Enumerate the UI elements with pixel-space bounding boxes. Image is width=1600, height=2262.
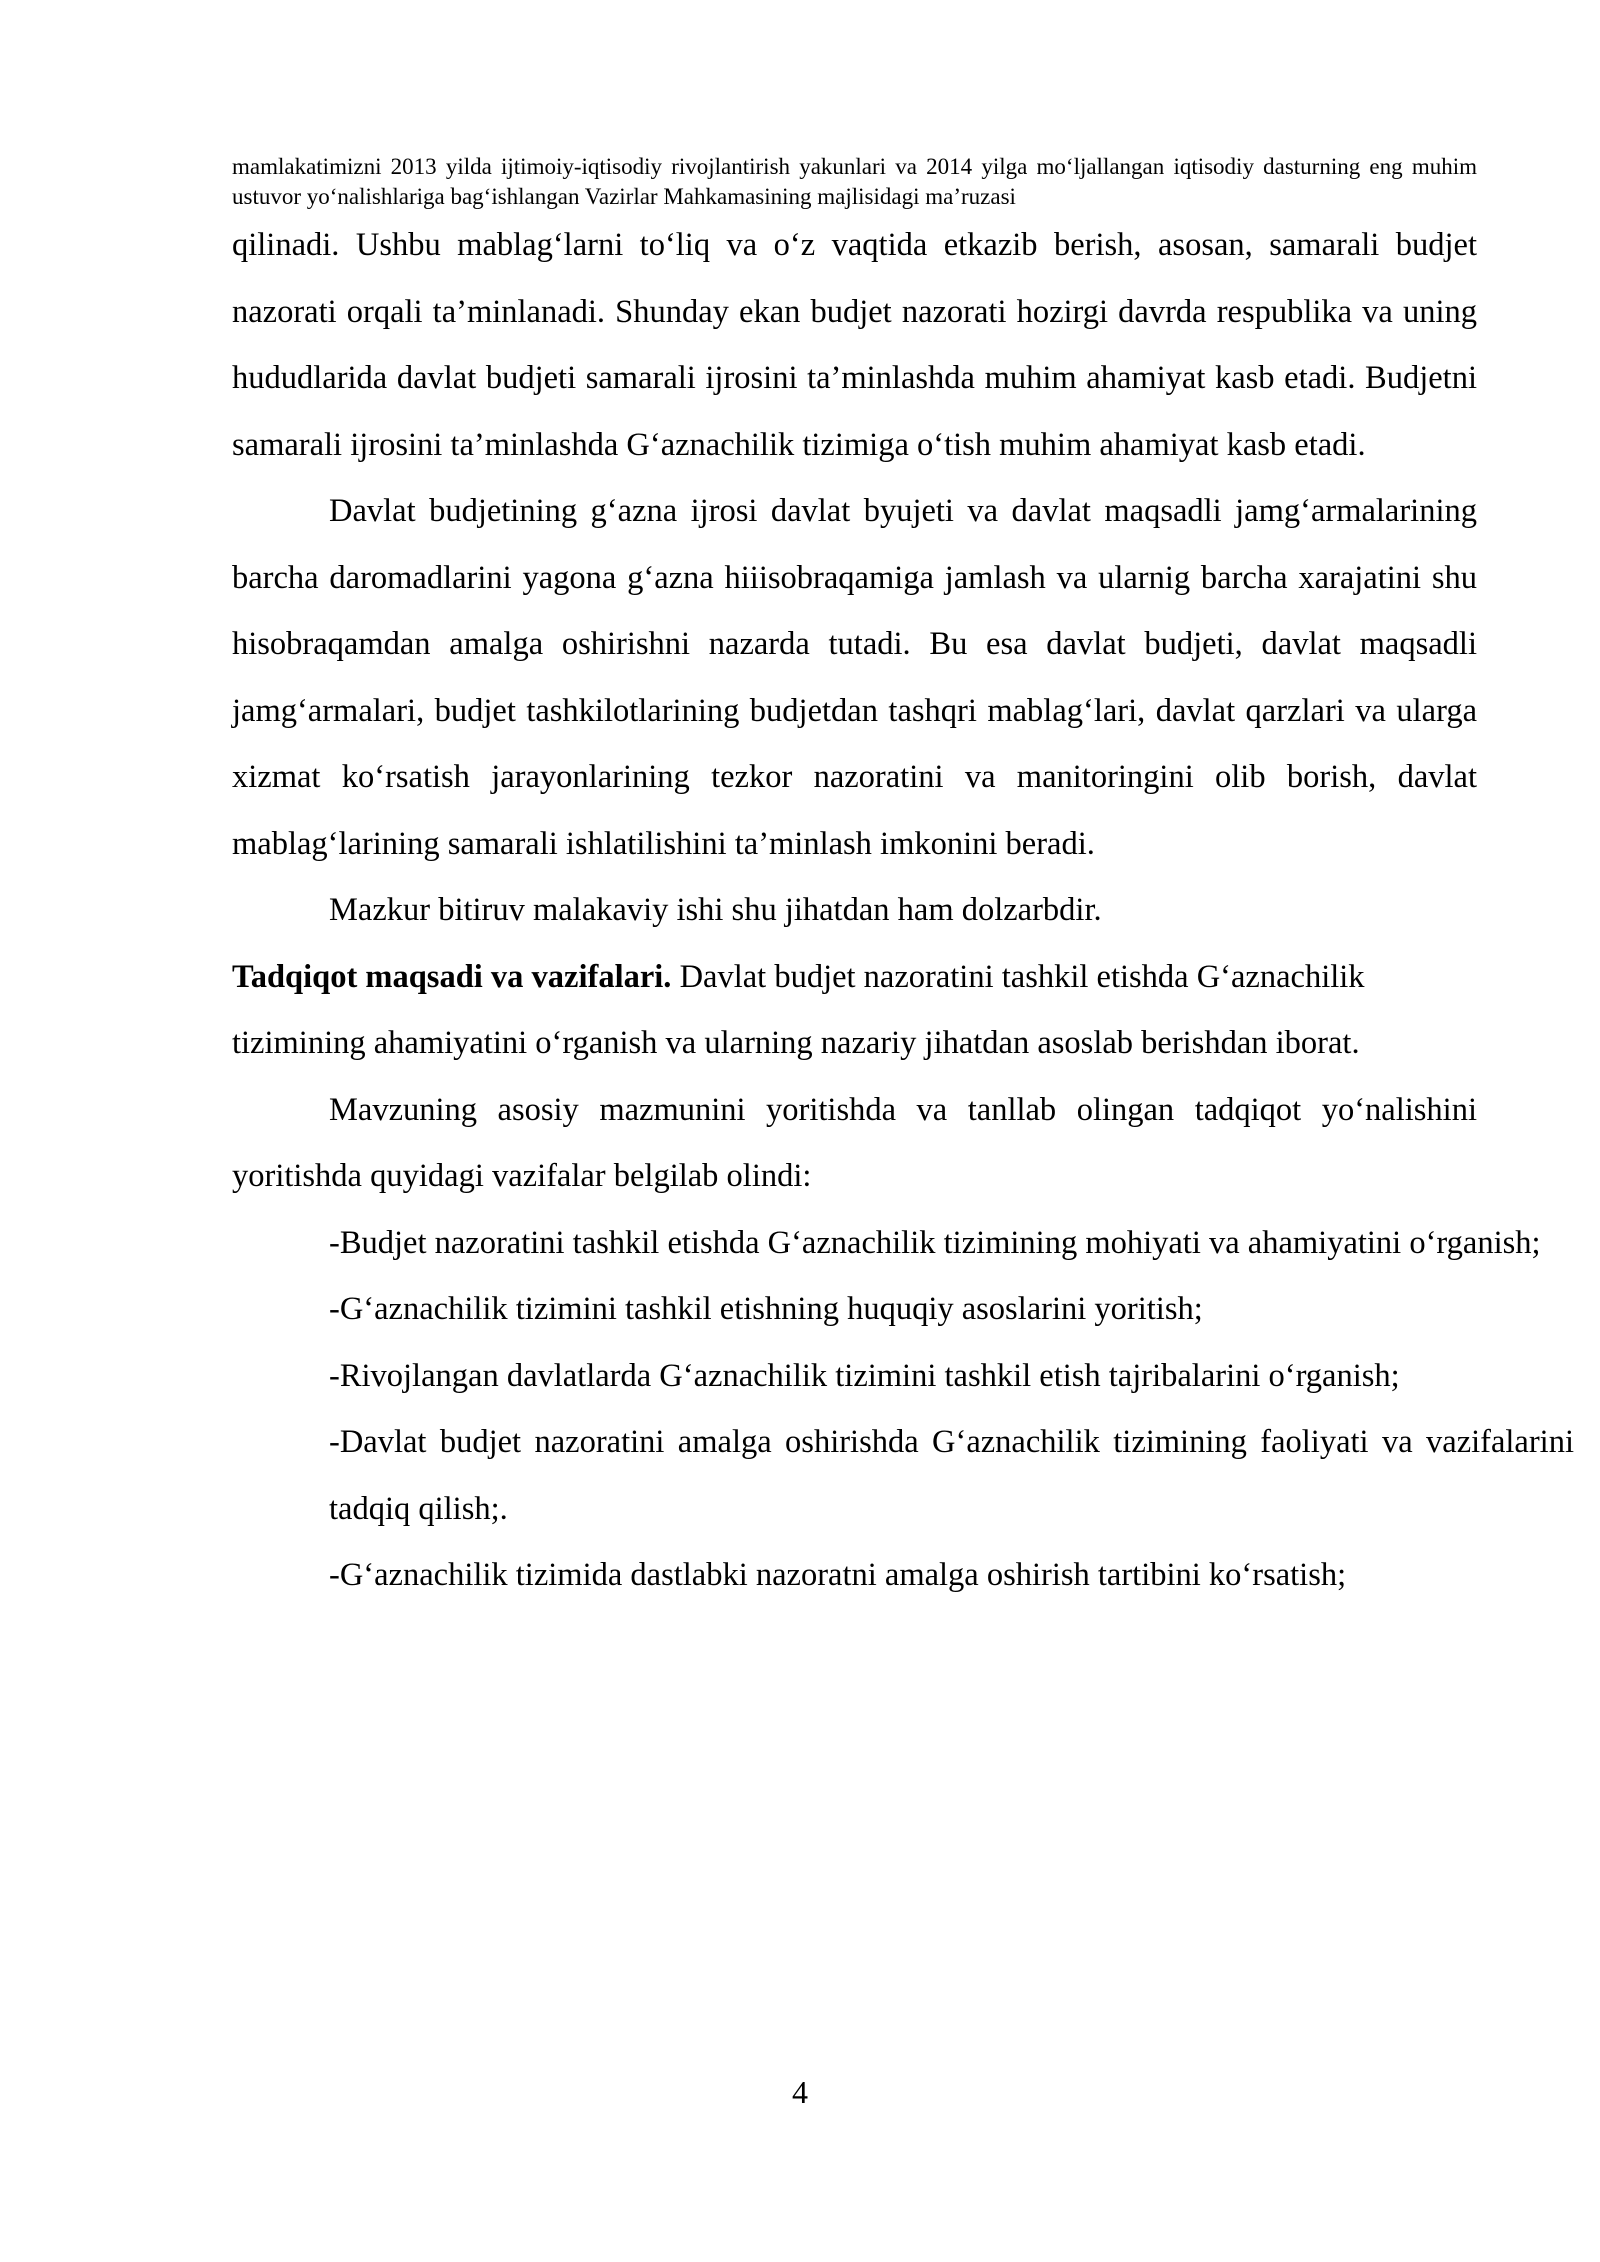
goal-heading: Tadqiqot maqsadi va vazifalari. [232, 958, 672, 995]
task-item: -G‘aznachilik tizimini tashkil etishning huquqiy asoslarini yoritish; [329, 1291, 1203, 1327]
task-item: -Davlat budjet nazoratini amalga oshirishda G‘aznachilik tizimining faoliyati va vazifalarini tadqiq qilish;. [329, 1424, 1574, 1527]
task-item: -Rivojlangan davlatlarda G‘aznachilik tizimini tashkil etish tajribalarini o‘rganish; [329, 1357, 1400, 1394]
task-item: -G‘aznachilik tizimida dastlabki nazoratni amalga oshirish tartibini ko‘rsatish; [329, 1557, 1347, 1593]
page-number: 4 [792, 2074, 808, 2110]
paragraph: Davlat budjetining g‘azna ijrosi davlat byujeti va davlat maqsadli jamg‘armalarining barcha daromadlarini yagona g‘azna hiiisobraqamiga jamlash va ularnig barcha xarajatini shu hisobraqamdan amalga oshirishni nazarda tutadi. Bu esa davlat budjeti, davlat maqsadli jamg‘armalari, budjet tashkilotlarining budjetdan tashqri mablag‘lari, davlat qarzlari va ularga xizmat ko‘rsatish jarayonlarining tezkor nazoratini va manitoringini olib borish, davlat mablag‘larining samarali ishlatilishini ta’minlash imkonini beradi. [232, 493, 1477, 862]
body-text [232, 212, 1574, 1609]
footnote-text: mamlakatimizni 2013 yilda ijtimoiy-iqtisodiy rivojlantirish yakunlari va 2014 yilga mo‘ljallangan iqtisodiy dasturning eng muhim ustuvor yo‘nalishlariga bag‘ishlangan Vazirlar Mahkamasining majlisidagi ma’ruzasi [232, 154, 1477, 209]
goal-text: Davlat budjet nazoratini tashkil etishda G‘aznachilik tizimining ahamiyatini o‘rganish va ularning nazariy jihatdan asoslab berishdan iborat. [232, 958, 1365, 1061]
goal-paragraph [232, 944, 1477, 1077]
tasks-intro: Mavzuning asosiy mazmunini yoritishda va tanllab olingan tadqiqot yo‘nalishini yoritishda quyidagi vazifalar belgilab olindi: [232, 1091, 1477, 1194]
paragraph: qilinadi. Ushbu mablag‘larni to‘liq va o‘z vaqtida etkazib berish, asosan, samarali budjet nazorati orqali ta’minlanadi. Shunday ekan budjet nazorati hozirgi davrda respublika va uning hududlarida davlat budjeti samarali ijrosini ta’minlashda muhim ahamiyat kasb etadi. Budjetni samarali ijrosini ta’minlashda G‘aznachilik tizimiga o‘tish muhim ahamiyat kasb etadi. [232, 227, 1477, 463]
task-item: -Budjet nazoratini tashkil etishda G‘aznachilik tizimining mohiyati va ahamiyatini o‘rganish; [329, 1224, 1541, 1261]
paragraph: Mazkur bitiruv malakaviy ishi shu jihatdan ham dolzarbdir. [329, 892, 1102, 928]
